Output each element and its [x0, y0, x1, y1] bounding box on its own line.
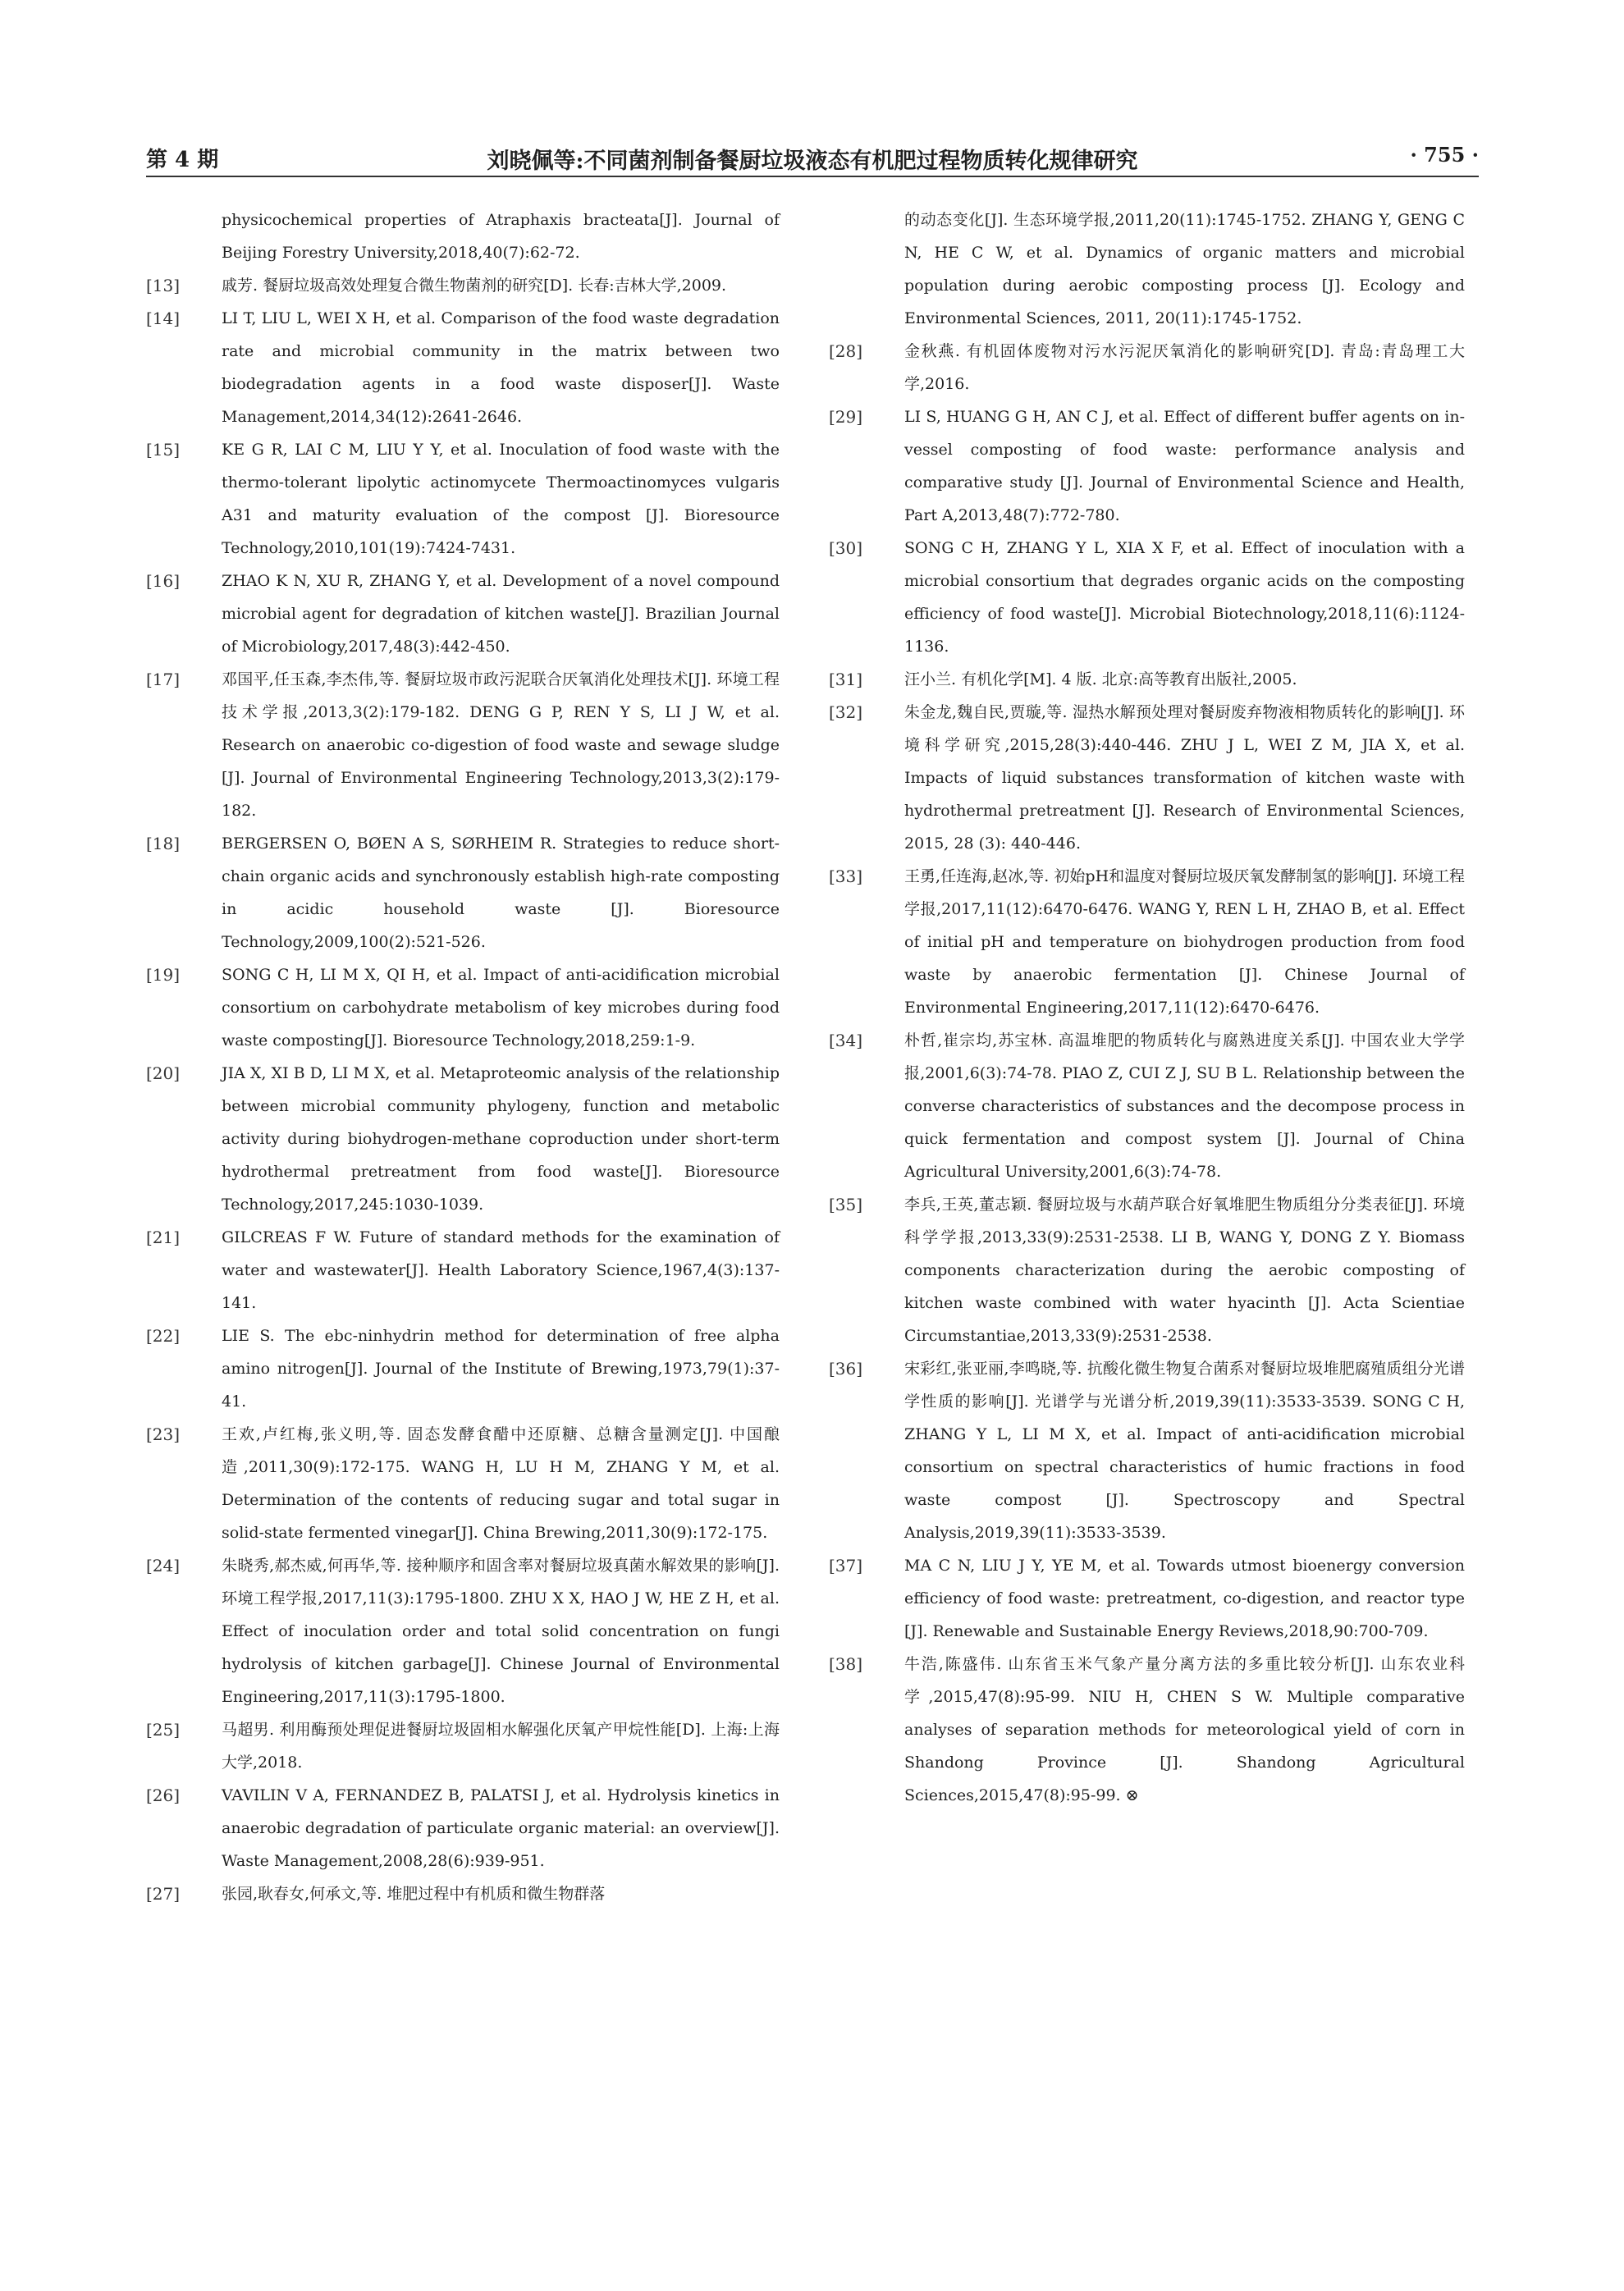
reference-text: 朱金龙,魏自民,贾璇,等. 湿热水解预处理对餐厨废弃物液相物质转化的影响[J]. 环境科学研究,2015,28(3):440-446. ZHU J L, WEI Z M, JIA X, et al. Impacts of liquid substances transformation of kitchen waste with hydrothermal pretreatment [J]. Research of Environmental Sciences, 2015, 28 (3): 440-446. — [904, 703, 1465, 853]
reference-number: [38] — [829, 1654, 863, 1674]
reference-entry — [146, 1057, 780, 1221]
reference-number: [37] — [829, 1556, 863, 1575]
reference-entry — [146, 1713, 780, 1779]
reference-text: physicochemical properties of Atraphaxis bracteata[J]. Journal of Beijing Forestry University,2018,40(7):62-72. — [222, 211, 780, 262]
reference-text: 朱晓秀,郝杰威,何再华,等. 接种顺序和固含率对餐厨垃圾真菌水解效果的影响[J]. 环境工程学报,2017,11(3):1795-1800. ZHU X X, HAO J W, HE Z H, et al. Effect of inoculation order and total solid concentration on fungi hydrolysis of kitchen garbage[J]. Chinese Journal of Environmental Engineering,2017,11(3):1795-1800. — [222, 1557, 780, 1706]
reference-entry — [146, 1877, 780, 1910]
reference-text: 张园,耿春女,何承文,等. 堆肥过程中有机质和微生物群落 — [222, 1885, 606, 1903]
reference-number: [19] — [146, 965, 181, 985]
reference-text: 金秋燕. 有机固体废物对污水污泥厌氧消化的影响研究[D]. 青岛:青岛理工大学,2016. — [904, 342, 1465, 393]
reference-text: JIA X, XI B D, LI M X, et al. Metaproteomic analysis of the relationship between microbial community phylogeny, function and metabolic activity during biohydrogen-methane coproduction under short-term hydrothermal pretreatment from food waste[J]. Bioresource Technology,2017,245:1030-1039. — [222, 1064, 780, 1214]
reference-entry — [829, 532, 1465, 663]
reference-text: SONG C H, ZHANG Y L, XIA X F, et al. Effect of inoculation with a microbial consortium that degrades organic acids on the composting efficiency of food waste[J]. Microbial Biotechnology,2018,11(6):1124-1136. — [904, 539, 1465, 656]
reference-number: [31] — [829, 670, 863, 689]
reference-entry — [146, 1319, 780, 1418]
reference-number: [26] — [146, 1786, 181, 1805]
reference-text: 牛浩,陈盛伟. 山东省玉米气象产量分离方法的多重比较分析[J]. 山东农业科学,2015,47(8):95-99. NIU H, CHEN S W. Multiple comparative analyses of separation methods for meteorological yield of corn in Shandong Province [J]. Shandong Agricultural Sciences,2015,47(8):95-99. ⊗ — [904, 1655, 1465, 1804]
reference-number: [25] — [146, 1720, 181, 1740]
reference-text: SONG C H, LI M X, QI H, et al. Impact of anti-acidification microbial consortium on carbohydrate metabolism of key microbes during food waste composting[J]. Bioresource Technology,2018,259:1-9. — [222, 966, 780, 1049]
reference-entry — [829, 1024, 1465, 1188]
reference-text: LI S, HUANG G H, AN C J, et al. Effect of different buffer agents on in-vessel composting of food waste: performance analysis and comparative study [J]. Journal of Environmental Science and Health, Part A,2013,48(7):772-780. — [904, 408, 1465, 524]
reference-entry — [146, 1779, 780, 1877]
reference-entry — [829, 663, 1465, 696]
reference-number: [22] — [146, 1326, 181, 1346]
reference-number: [24] — [146, 1556, 181, 1575]
reference-entry — [829, 203, 1465, 335]
reference-text: BERGERSEN O, BØEN A S, SØRHEIM R. Strategies to reduce short-chain organic acids and synchronously establish high-rate composting in acidic household waste [J]. Bioresource Technology,2009,100(2):521-526. — [222, 835, 780, 951]
reference-text: GILCREAS F W. Future of standard methods for the examination of water and wastewater[J]. Health Laboratory Science,1967,4(3):137-141. — [222, 1228, 780, 1312]
reference-number: [34] — [829, 1031, 863, 1050]
reference-number: [14] — [146, 309, 181, 328]
reference-number: [23] — [146, 1424, 181, 1444]
reference-column-left — [146, 203, 780, 1910]
reference-text: 李兵,王英,董志颖. 餐厨垃圾与水葫芦联合好氧堆肥生物质组分分类表征[J]. 环境科学学报,2013,33(9):2531-2538. LI B, WANG Y, DONG Z Y. Biomass components characterization during the aerobic composting of kitchen waste combined with water hyacinth [J]. Acta Scientiae Circumstantiae,2013,33(9):2531-2538. — [904, 1196, 1465, 1345]
reference-number: [29] — [829, 407, 863, 427]
reference-entry — [146, 565, 780, 663]
reference-number: [21] — [146, 1228, 181, 1247]
reference-entry — [829, 1648, 1465, 1812]
reference-entry — [146, 1418, 780, 1549]
issue-label: 第 4 期 — [146, 148, 219, 172]
reference-number: [18] — [146, 834, 181, 853]
reference-text: 的动态变化[J]. 生态环境学报,2011,20(11):1745-1752. ZHANG Y, GENG C N, HE C W, et al. Dynamics of organic matters and microbial population during aerobic composting process [J]. Ecology and Environmental Sciences, 2011, 20(11):1745-1752. — [904, 211, 1465, 327]
reference-number: [15] — [146, 440, 181, 460]
article-title: 刘晓佩等:不同菌剂制备餐厨垃圾液态有机肥过程物质转化规律研究 — [487, 149, 1138, 174]
reference-text: 邓国平,任玉森,李杰伟,等. 餐厨垃圾市政污泥联合厌氧消化处理技术[J]. 环境工程技术学报,2013,3(2):179-182. DENG G P, REN Y S, LI J W, et al. Research on anaerobic co-digestion of food waste and sewage sludge [J]. Journal of Environmental Engineering Technology,2013,3(2):179-182. — [222, 670, 780, 820]
reference-text: KE G R, LAI C M, LIU Y Y, et al. Inoculation of food waste with the thermo-tolerant lipolytic actinomycete Thermoactinomyces vulgaris A31 and maturity evaluation of the compost [J]. Bioresource Technology,2010,101(19):7424-7431. — [222, 441, 780, 557]
reference-entry — [146, 1549, 780, 1713]
reference-number: [35] — [829, 1195, 863, 1214]
reference-text: 宋彩红,张亚丽,李鸣晓,等. 抗酸化微生物复合菌系对餐厨垃圾堆肥腐殖质组分光谱学性质的影响[J]. 光谱学与光谱分析,2019,39(11):3533-3539. SONG C H, ZHANG Y L, LI M X, et al. Impact of anti-acidification microbial consortium on spectral characteristics of humic fractions in food waste compost [J]. Spectroscopy and Spectral Analysis,2019,39(11):3533-3539. — [904, 1360, 1465, 1542]
reference-text: 戚芳. 餐厨垃圾高效处理复合微生物菌剂的研究[D]. 长春:吉林大学,2009. — [222, 277, 727, 295]
reference-text: ZHAO K N, XU R, ZHANG Y, et al. Development of a novel compound microbial agent for degradation of kitchen waste[J]. Brazilian Journal of Microbiology,2017,48(3):442-450. — [222, 572, 780, 656]
reference-number: [32] — [829, 702, 863, 722]
reference-entry — [146, 302, 780, 433]
reference-number: [13] — [146, 276, 181, 295]
reference-entry — [146, 958, 780, 1057]
reference-entry — [146, 1221, 780, 1319]
running-header — [146, 138, 1479, 174]
reference-number: [27] — [146, 1884, 181, 1904]
reference-entry — [146, 269, 780, 302]
reference-entry — [829, 860, 1465, 1024]
reference-entry — [829, 400, 1465, 532]
reference-text: LI T, LIU L, WEI X H, et al. Comparison of the food waste degradation rate and microbial community in the matrix between two biodegradation agents in a food waste disposer[J]. Waste Management,2014,34(12):2641-2646. — [222, 309, 780, 426]
reference-entry — [829, 696, 1465, 860]
reference-column-right — [829, 203, 1465, 1812]
reference-text: 马超男. 利用酶预处理促进餐厨垃圾固相水解强化厌氧产甲烷性能[D]. 上海:上海大学,2018. — [222, 1721, 780, 1772]
reference-text: VAVILIN V A, FERNANDEZ B, PALATSI J, et al. Hydrolysis kinetics in anaerobic degradation of particulate organic material: an overview[J]. Waste Management,2008,28(6):939-951. — [222, 1786, 780, 1870]
reference-entry — [829, 1352, 1465, 1549]
reference-number: [17] — [146, 670, 181, 689]
reference-number: [20] — [146, 1063, 181, 1083]
reference-entry — [829, 1188, 1465, 1352]
reference-entry — [829, 335, 1465, 400]
reference-entry — [146, 827, 780, 958]
header-rule — [146, 176, 1479, 177]
page-number: · 755 · — [1410, 143, 1479, 167]
reference-text: 王欢,卢红梅,张义明,等. 固态发酵食醋中还原糖、总糖含量测定[J]. 中国酿造,2011,30(9):172-175. WANG H, LU H M, ZHANG Y M, et al. Determination of the contents of reducing sugar and total sugar in solid-state fermented vinegar[J]. China Brewing,2011,30(9):172-175. — [222, 1425, 780, 1542]
reference-entry — [146, 663, 780, 827]
reference-entry — [146, 203, 780, 269]
reference-number: [33] — [829, 867, 863, 886]
reference-text: 朴哲,崔宗均,苏宝林. 高温堆肥的物质转化与腐熟进度关系[J]. 中国农业大学学报,2001,6(3):74-78. PIAO Z, CUI Z J, SU B L. Relationship between the converse characteristics of substances and the decompose process in quick fermentation and compost system [J]. Journal of China Agricultural University,2001,6(3):74-78. — [904, 1031, 1465, 1181]
reference-number: [30] — [829, 538, 863, 558]
reference-entry — [829, 1549, 1465, 1648]
reference-entry — [146, 433, 780, 565]
reference-text: MA C N, LIU J Y, YE M, et al. Towards utmost bioenergy conversion efficiency of food waste: pretreatment, co-digestion, and reactor type [J]. Renewable and Sustainable Energy Reviews,2018,90:700-709. — [904, 1557, 1465, 1640]
reference-text: 汪小兰. 有机化学[M]. 4 版. 北京:高等教育出版社,2005. — [904, 670, 1297, 688]
reference-number: [36] — [829, 1359, 863, 1379]
reference-number: [28] — [829, 341, 863, 361]
reference-number: [16] — [146, 571, 181, 591]
reference-text: LIE S. The ebc-ninhydrin method for determination of free alpha amino nitrogen[J]. Journal of the Institute of Brewing,1973,79(1):37-41. — [222, 1327, 780, 1411]
reference-text: 王勇,任连海,赵冰,等. 初始pH和温度对餐厨垃圾厌氧发酵制氢的影响[J]. 环境工程学报,2017,11(12):6470-6476. WANG Y, REN L H, ZHAO B, et al. Effect of initial pH and temperature on biohydrogen production from food waste by anaerobic fermentation [J]. Chinese Journal of Environmental Engineering,2017,11(12):6470-6476. — [904, 867, 1465, 1017]
